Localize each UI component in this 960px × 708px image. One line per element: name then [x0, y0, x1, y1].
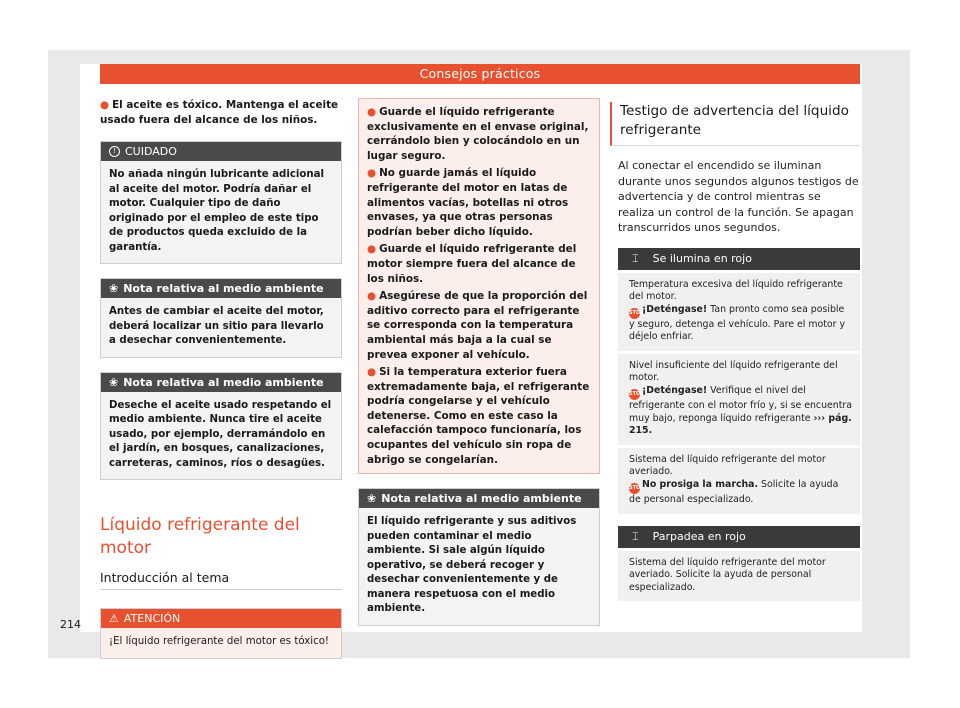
bullet-dot-icon: ●	[367, 366, 377, 379]
environment-note-title: Nota relativa al medio ambiente	[123, 282, 324, 296]
bullet-item: ● Guarde el líquido refrigerante exclusivamente en el envase original, cerrándolo bien y colocándolo en un lugar seguro.	[367, 106, 589, 162]
bullet-item: ● Si la temperatura exterior fuera extremadamente baja, el refrigerante podría congelarse y el vehículo detenerse. Como en este caso la calefacción tampoco funcionaría, los ocupantes del vehículo sin ropa de abrigo se congelarían.	[367, 366, 590, 466]
flower-icon: ❀	[367, 492, 377, 506]
bullet-dot-icon: ●	[100, 99, 110, 111]
lamp-entry: Sistema del líquido refrigerante del motor averiado. Solicite la ayuda de personal especializado.	[618, 548, 860, 602]
column-1	[100, 98, 342, 659]
column-3	[610, 98, 860, 601]
lamp-entry: Temperatura excesiva del líquido refrigerante del motor. STOP¡Deténgase! Tan pronto como sea posible y seguro, detenga el vehículo. Pare el motor y déjelo enfriar.	[618, 270, 860, 351]
page-number: 214	[60, 618, 81, 631]
caution-text: No añada ningún lubricante adicional al aceite del motor. Podría dañar el motor. Cualquier tipo de daño originado por el empleo de este tipo de productos queda excluido de la garantía.	[101, 161, 341, 263]
environment-note-text: Deseche el aceite usado respetando el medio ambiente. Nunca tire el aceite usado, por ejemplo, derramándolo en el jardín, en bosques, canalizaciones, carreteras, caminos, ríos o desagües.	[101, 392, 341, 480]
environment-note	[100, 278, 342, 358]
coolant-thermometer-icon: ⌶	[632, 529, 639, 543]
environment-note	[358, 488, 600, 626]
page-reference-link[interactable]: ››› pág. 215.	[629, 412, 852, 437]
warning-box	[100, 608, 342, 659]
stop-icon: STOP	[629, 308, 640, 319]
caution-header	[101, 142, 341, 161]
bullet-dot-icon: ●	[367, 106, 377, 118]
chapter-header: Consejos prácticos	[100, 64, 860, 84]
caution-title: CUIDADO	[125, 145, 177, 159]
bullet-item: ● Guarde el líquido refrigerante del motor siempre fuera del alcance de los niños.	[367, 243, 577, 285]
flower-icon: ❀	[109, 282, 119, 296]
environment-note-title: Nota relativa al medio ambiente	[381, 492, 582, 506]
coolant-thermometer-icon: ⌶	[632, 251, 639, 265]
warning-text: ¡El líquido refrigerante del motor es tóxico!	[101, 628, 341, 658]
warning-triangle-icon: ⚠	[109, 612, 119, 626]
caution-box	[100, 141, 342, 264]
bullet-dot-icon: ●	[367, 243, 377, 256]
warning-title: ATENCIÓN	[123, 612, 181, 626]
lamp-entry: Sistema del líquido refrigerante del motor averiado. STOPNo prosiga la marcha. Solicite la ayuda de personal especializado.	[618, 445, 860, 514]
lamp-red-header: ⌶ Se ilumina en rojo	[618, 248, 860, 270]
lamp-blink-header: ⌶ Parpadea en rojo	[618, 526, 860, 548]
warning-bullets	[358, 98, 600, 474]
section-heading: Testigo de advertencia del líquido refrigerante	[610, 102, 860, 146]
environment-note-text: Antes de cambiar el aceite del motor, deberá localizar un sitio para llevarlo a desechar convenientemente.	[101, 298, 341, 357]
column-2	[358, 98, 600, 626]
info-circle-icon: !	[109, 146, 120, 157]
section-title: Líquido refrigerante del motor	[100, 515, 300, 559]
stop-icon: STOP	[629, 483, 640, 494]
lamp-entry: Nivel insuficiente del líquido refrigerante del motor. STOP¡Deténgase! Verifique el nivel del refrigerante con el motor frío y, si se encuentra muy bajo, reponga líquido refrigerante ››› pág. 215.	[618, 351, 860, 445]
bullet-item: ● Asegúrese de que la proporción del aditivo correcto para el refrigerante se corresponda con la temperatura ambiental más baja a la cual se prevea exponer al vehículo.	[367, 290, 588, 361]
section-subtitle: Introducción al tema	[100, 570, 342, 590]
bullet-item: ● No guarde jamás el líquido refrigerante del motor en latas de alimentos vacías, botellas ni otros envases, ya que otras personas podrían beber dicho líquido.	[367, 167, 569, 238]
bullet-dot-icon: ●	[367, 290, 377, 303]
bullet-item: ● El aceite es tóxico. Mantenga el aceite usado fuera del alcance de los niños.	[100, 99, 339, 126]
environment-note-title: Nota relativa al medio ambiente	[123, 375, 324, 389]
stop-icon: STOP	[629, 389, 640, 400]
environment-note-text: El líquido refrigerante y sus aditivos pueden contaminar el medio ambiente. Si sale algún líquido operativo, se deberá recoger y desechar convenientemente y de manera respetuosa con el medio ambiente.	[359, 508, 599, 625]
bullet-dot-icon: ●	[367, 167, 377, 180]
intro-paragraph: Al conectar el encendido se iluminan durante unos segundos algunos testigos de advertencia y de control mientras se realiza un control de la función. Se apagan transcurridos unos segundos.	[618, 159, 859, 234]
flower-icon: ❀	[109, 375, 119, 389]
environment-note	[100, 372, 342, 481]
